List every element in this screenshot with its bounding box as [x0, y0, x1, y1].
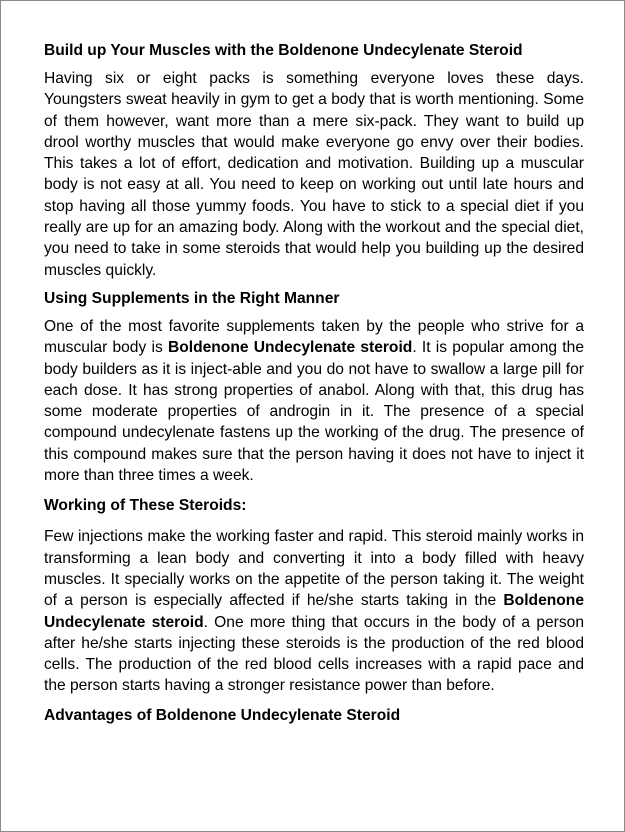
paragraph-supplements [44, 316, 584, 486]
heading-build-up-muscles: Build up Your Muscles with the Boldenone Undecylenate Steroid [44, 42, 523, 59]
heading-using-supplements: Using Supplements in the Right Manner [44, 289, 340, 307]
heading-working-of-steroids: Working of These Steroids: [44, 497, 247, 515]
paragraph-supplements-text-start: One of the most favorite supplements taken by the people who strive for a muscular body is [44, 317, 584, 357]
paragraph-working-text-end: . One more thing that occurs in the body of a person after he/she starts injecting these steroids is the production of the red blood cells. The production of the red blood cells increases with a rapid pace and the person starts having a stronger resistance power than before. [44, 613, 584, 695]
paragraph-supplements-text-end: . It is popular among the body builders as it is inject-able and you do not have to swallow a large pill for each dose. It has strong properties of anabol. Along with that, this drug has some moderate properties of androgin in it. The presence of a special compound undecylenate fastens up the working of the drug. The presence of this compound makes sure that the person having it does not have to inject it more than three times a week. [44, 339, 584, 485]
paragraph-working [44, 526, 584, 696]
document-content [44, 39, 584, 728]
boldenone-steroid-emphasis: Boldenone Undecylenate steroid [167, 339, 413, 357]
heading-advantages: Advantages of Boldenone Undecylenate Steroid [44, 706, 401, 724]
paragraph-working-text-start: Few injections make the working faster and rapid. This steroid mainly works in transforming a lean body and converting it into a body filled with heavy muscles. It specially works on the appetite of the person taking it. The weight of a person is especially affected if he/she starts taking in the [44, 528, 584, 610]
paragraph-intro: Having six or eight packs is something everyone loves these days. Youngsters sweat heavily in gym to get a body that is worth mentioning. Some of them however, want more than a mere six-pack. They want to build up drool worthy muscles that would make everyone go envy over their bodies. This takes a lot of effort, dedication and motivation. Building up a muscular body is not easy at all. You need to keep on working out until late hours and stop having all those yummy foods. You have to stick to a special diet if you really are up for an amazing body. Along with the workout and the special diet, you need to take in some steroids that would help you building up the desired muscles quickly. [44, 70, 584, 279]
boldenone-steroid-emphasis: Boldenone Undecylenate steroid [44, 592, 584, 631]
